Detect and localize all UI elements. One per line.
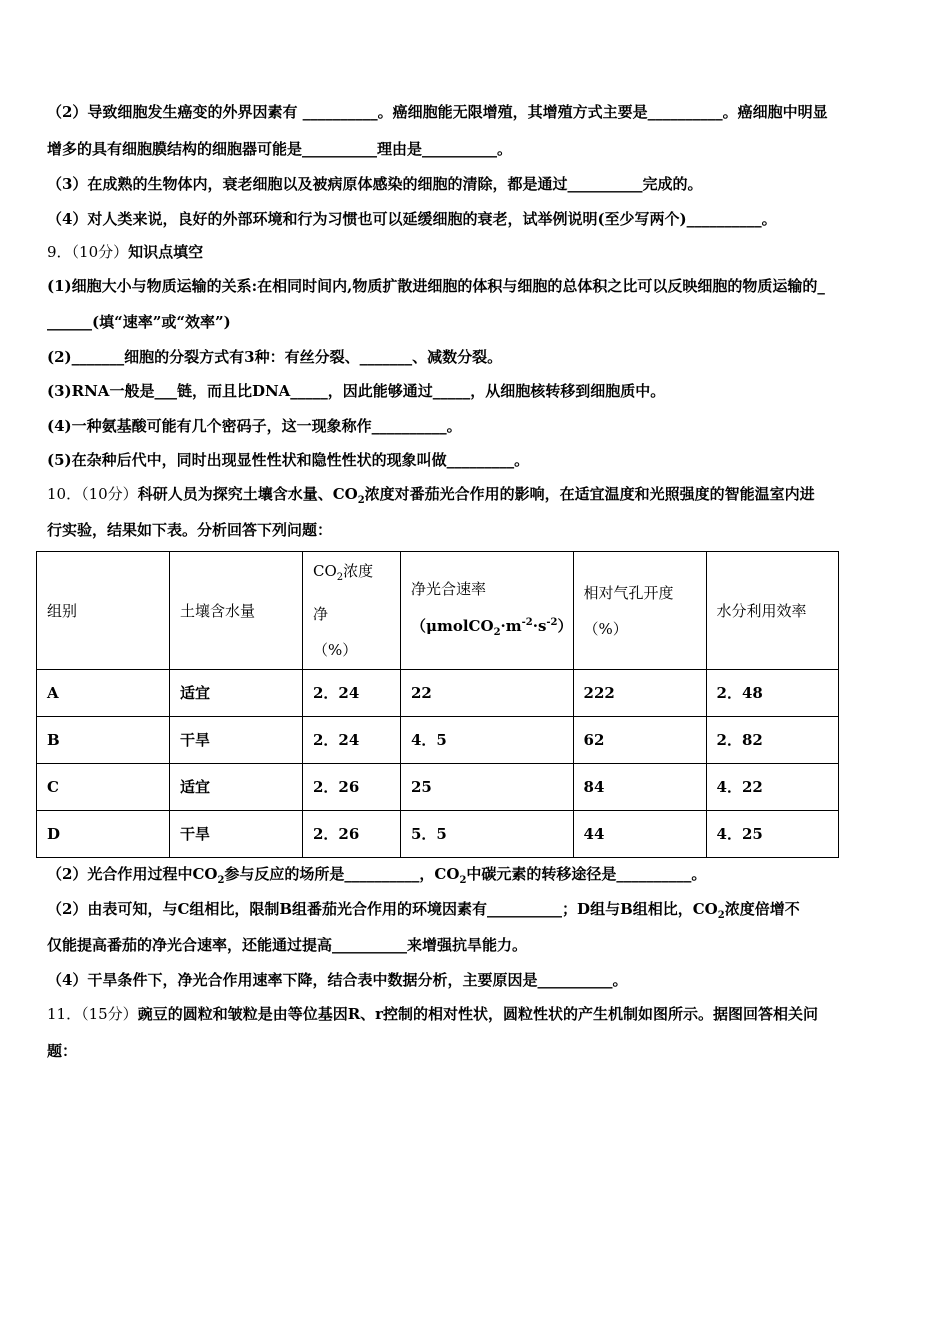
- results-table: [36, 551, 839, 858]
- table-row: [37, 717, 839, 764]
- text-span: 净光合速率: [411, 579, 487, 598]
- cell-rate: 5．5: [401, 811, 574, 858]
- text-span: 中碳元素的转移途径是__________。: [466, 865, 707, 883]
- text-span: 浓度倍增不: [724, 900, 800, 918]
- cell-water: 2．82: [706, 717, 838, 764]
- text-line: 仅能提高番茄的净光合速率，还能通过提高__________来增强抗旱能力。: [47, 936, 528, 954]
- question-number: 10．（10分）: [47, 485, 138, 503]
- text-line: 增多的具有细胞膜结构的细胞器可能是__________理由是__________。: [47, 140, 513, 158]
- cell-co2: 2．26: [303, 811, 401, 858]
- subscript: 2: [336, 572, 344, 583]
- text-line: [47, 864, 706, 891]
- subscript: 2: [493, 626, 501, 638]
- superscript: -2: [546, 616, 558, 628]
- question-11-heading: [47, 1004, 818, 1024]
- text-span: （%）: [313, 641, 358, 659]
- text-span: （μmolCO: [411, 616, 494, 635]
- question-number: 11．（15分）: [47, 1005, 138, 1023]
- subscript: 2: [217, 875, 225, 886]
- table-row: [37, 670, 839, 717]
- cell-stomata: 222: [573, 670, 706, 717]
- text-line: （3）在成熟的生物体内，衰老细胞以及被病原体感染的细胞的清除，都是通过__________完成的。: [47, 175, 703, 193]
- header-soil-water: 土壤含水量: [170, 552, 303, 670]
- question-10-heading: [47, 484, 815, 511]
- cell-group: D: [37, 811, 170, 858]
- text-line: 行实验，结果如下表。分析回答下列问题：: [47, 521, 333, 539]
- text-span: 豌豆的圆粒和皱粒是由等位基因R、r控制的相对性状，圆粒性状的产生机制如图所示。据图回答相关问: [137, 1005, 819, 1023]
- text-span: （2）由表可知，与C组相比，限制B组番茄光合作用的环境因素有__________；D组与B组相比，CO: [47, 900, 718, 918]
- cell-group: B: [37, 717, 170, 764]
- text-span: 净: [313, 605, 329, 623]
- cell-stomata: 62: [573, 717, 706, 764]
- text-line: （2）导致细胞发生癌变的外界因素有 __________。癌细胞能无限增殖，其增殖方式主要是__________。癌细胞中明显: [47, 103, 828, 121]
- header-net-photosynthesis: [401, 552, 574, 670]
- text-line: (2)_______细胞的分裂方式有3种：有丝分裂、_______、减数分裂。: [47, 348, 503, 366]
- cell-rate: 25: [401, 764, 574, 811]
- cell-soil: 适宜: [170, 670, 303, 717]
- table-row: [37, 811, 839, 858]
- cell-water: 2．48: [706, 670, 838, 717]
- cell-rate: 22: [401, 670, 574, 717]
- cell-co2: 2．24: [303, 670, 401, 717]
- text-line: ______(填“速率”或“效率”): [47, 313, 231, 331]
- cell-soil: 适宜: [170, 764, 303, 811]
- text-line: [47, 899, 800, 926]
- cell-co2: 2．26: [303, 764, 401, 811]
- text-line: (4)一种氨基酸可能有几个密码子，这一现象称作__________。: [47, 417, 462, 435]
- question-number: 9．（10分）: [47, 243, 129, 261]
- text-span: ·m: [500, 616, 522, 635]
- cell-soil: 干旱: [170, 811, 303, 858]
- text-line: 题：: [47, 1042, 78, 1060]
- cell-soil: 干旱: [170, 717, 303, 764]
- subscript: 2: [717, 910, 725, 921]
- cell-co2: 2．24: [303, 717, 401, 764]
- superscript: -2: [521, 616, 533, 628]
- table-header-row: [37, 552, 839, 670]
- cell-group: A: [37, 670, 170, 717]
- text-line: （4）对人类来说，良好的外部环境和行为习惯也可以延缓细胞的衰老，试举例说明(至少写两个)__________。: [47, 210, 777, 228]
- cell-rate: 4．5: [401, 717, 574, 764]
- table-row: [37, 764, 839, 811]
- cell-stomata: 84: [573, 764, 706, 811]
- header-stomatal-opening: [573, 552, 706, 670]
- text-span: 相对气孔开度: [583, 583, 674, 602]
- header-group: 组别: [37, 552, 170, 670]
- text-span: 浓度: [343, 562, 374, 580]
- cell-stomata: 44: [573, 811, 706, 858]
- text-span: （2）光合作用过程中CO: [47, 865, 218, 883]
- text-span: 浓度对番茄光合作用的影响，在适宜温度和光照强度的智能温室内进: [364, 485, 815, 503]
- text-span: 科研人员为探究土壤含水量、CO: [137, 485, 358, 503]
- text-line: (5)在杂种后代中，同时出现显性性状和隐性性状的现象叫做_________。: [47, 451, 530, 469]
- text-span: CO: [313, 562, 337, 580]
- text-span: 参与反应的场所是__________，CO: [224, 865, 460, 883]
- question-title: 知识点填空: [128, 243, 204, 261]
- text-span: ·s: [532, 616, 547, 635]
- subscript: 2: [459, 875, 467, 886]
- header-co2: [303, 552, 401, 670]
- header-water-use-efficiency: 水分利用效率: [706, 552, 838, 670]
- cell-group: C: [37, 764, 170, 811]
- text-line: （4）干旱条件下，净光合作用速率下降，结合表中数据分析，主要原因是__________。: [47, 971, 628, 989]
- question-9-heading: [47, 242, 203, 262]
- text-line: (3)RNA一般是___链，而且比DNA_____，因此能够通过_____，从细胞核转移到细胞质中。: [47, 382, 666, 400]
- cell-water: 4．25: [706, 811, 838, 858]
- subscript: 2: [357, 495, 365, 506]
- text-line: (1)细胞大小与物质运输的关系:在相同时间内,物质扩散进细胞的体积与细胞的总体积之比可以反映细胞的物质运输的_: [47, 277, 825, 295]
- text-span: ）: [557, 616, 573, 635]
- text-span: （%）: [583, 619, 628, 638]
- cell-water: 4．22: [706, 764, 838, 811]
